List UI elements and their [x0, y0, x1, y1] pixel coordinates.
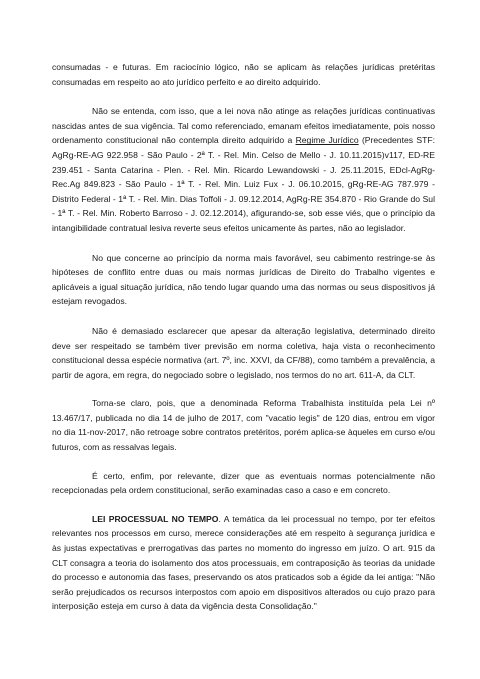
paragraph-2-text-a: Não se entenda, com isso, que a lei nova não atinge as relações jurídicas continuativas nascidas antes de sua vigência. Tal como referenciado, emanam efeitos imediatamente, pois nosso ordenamento constitucional não contempla direito adquirido a — [52, 106, 435, 146]
paragraph-7 — [52, 512, 435, 614]
paragraph-6: É certo, enfim, por relevante, dizer que as eventuais normas potencialmente não recepcionadas pela ordem constitucional, serão examinadas caso a caso e em concreto. — [52, 470, 435, 496]
paragraph-4: Não é demasiado esclarecer que apesar da alteração legislativa, determinado direito deve ser respeitado se também tiver previsão em norma coletiva, haja vista o reconhecimento constitucional dessa espécie normativa (art. 7º, inc. XXVI, da CF/88), como também a prevalência, a partir de agora, em regra, do negociado sobre o legislado, nos termos do no art. 611-A, da CLT. — [52, 325, 435, 380]
section-heading-lei-processual: LEI PROCESSUAL NO TEMPO — [92, 513, 219, 524]
paragraph-2 — [52, 104, 435, 235]
document-body — [52, 60, 435, 614]
regime-juridico-underlined: Regime Jurídico — [295, 135, 359, 146]
paragraph-5: Torna-se claro, pois, que a denominada Reforma Trabalhista instituída pela Lei nº 13.467/17, publicada no dia 14 de julho de 2017, com "vacatio legis" de 120 dias, entrou em vigor no dia 11-nov-2017, não retroage sobre contratos pretéritos, porém aplica-se àqueles em curso e/ou futuros, com as ressalvas legais. — [52, 398, 435, 453]
paragraph-7-text: . A temática da lei processual no tempo, por ter efeitos relevantes nos processos em curso, merece considerações até em respeito à segurança jurídica e às justas expectativas e prerrogativas das partes no momento do ingresso em juízo. O art. 915 da CLT consagra a teoria do isolamento dos atos processuais, em contraposição às teorias da unidade do processo e autonomia das fases, preservando os atos praticados sob a égide da lei antiga: "Não serão prejudicados os recursos interpostos com apoio em dispositivos alterados ou cujo prazo para interposição esteja em curso à data da vigência desta Consolidação." — [52, 513, 436, 612]
paragraph-1: consumadas - e futuras. Em raciocínio lógico, não se aplicam às relações jurídicas pretéritas consumadas em respeito ao ato jurídico perfeito e ao direito adquirido. — [52, 62, 435, 87]
paragraph-2-text-b: (Precedentes STF: AgRg-RE-AG 922.958 - São Paulo - 2ª T. - Rel. Min. Celso de Mello - J. 10.11.2015)v117, ED-RE 239.451 - Santa Catarina - Plen. - Rel. Min. Ricardo Lewandowski - J. 25.11.2015, EDcl-AgRg-Rec.Ag 849.823 - São Paulo - 1ª T. - Rel. Min. Luiz Fux - J. 06.10.2015, gRg-RE-AG 787.979 - Distrito Federal - 1ª T. - Rel. Min. Dias Toffoli - J. 09.12.2014, AgRg-RE 354.870 - Rio Grande do Sul - 1ª T. - Rel. Min. Roberto Barroso - J. 02.12.2014), afigurando-se, sob esse viés, que o princípio da intangibilidade contratual lesiva reverte seus efeitos unicamente às partes, não ao legislador. — [52, 135, 436, 233]
paragraph-3: No que concerne ao princípio da norma mais favorável, seu cabimento restringe-se às hipóteses de conflito entre duas ou mais normas jurídicas de Direito do Trabalho vigentes e aplicáveis a igual situação jurídica, não tendo lugar quando uma das normas ou seus dispositivos já estejam revogados. — [52, 252, 435, 307]
